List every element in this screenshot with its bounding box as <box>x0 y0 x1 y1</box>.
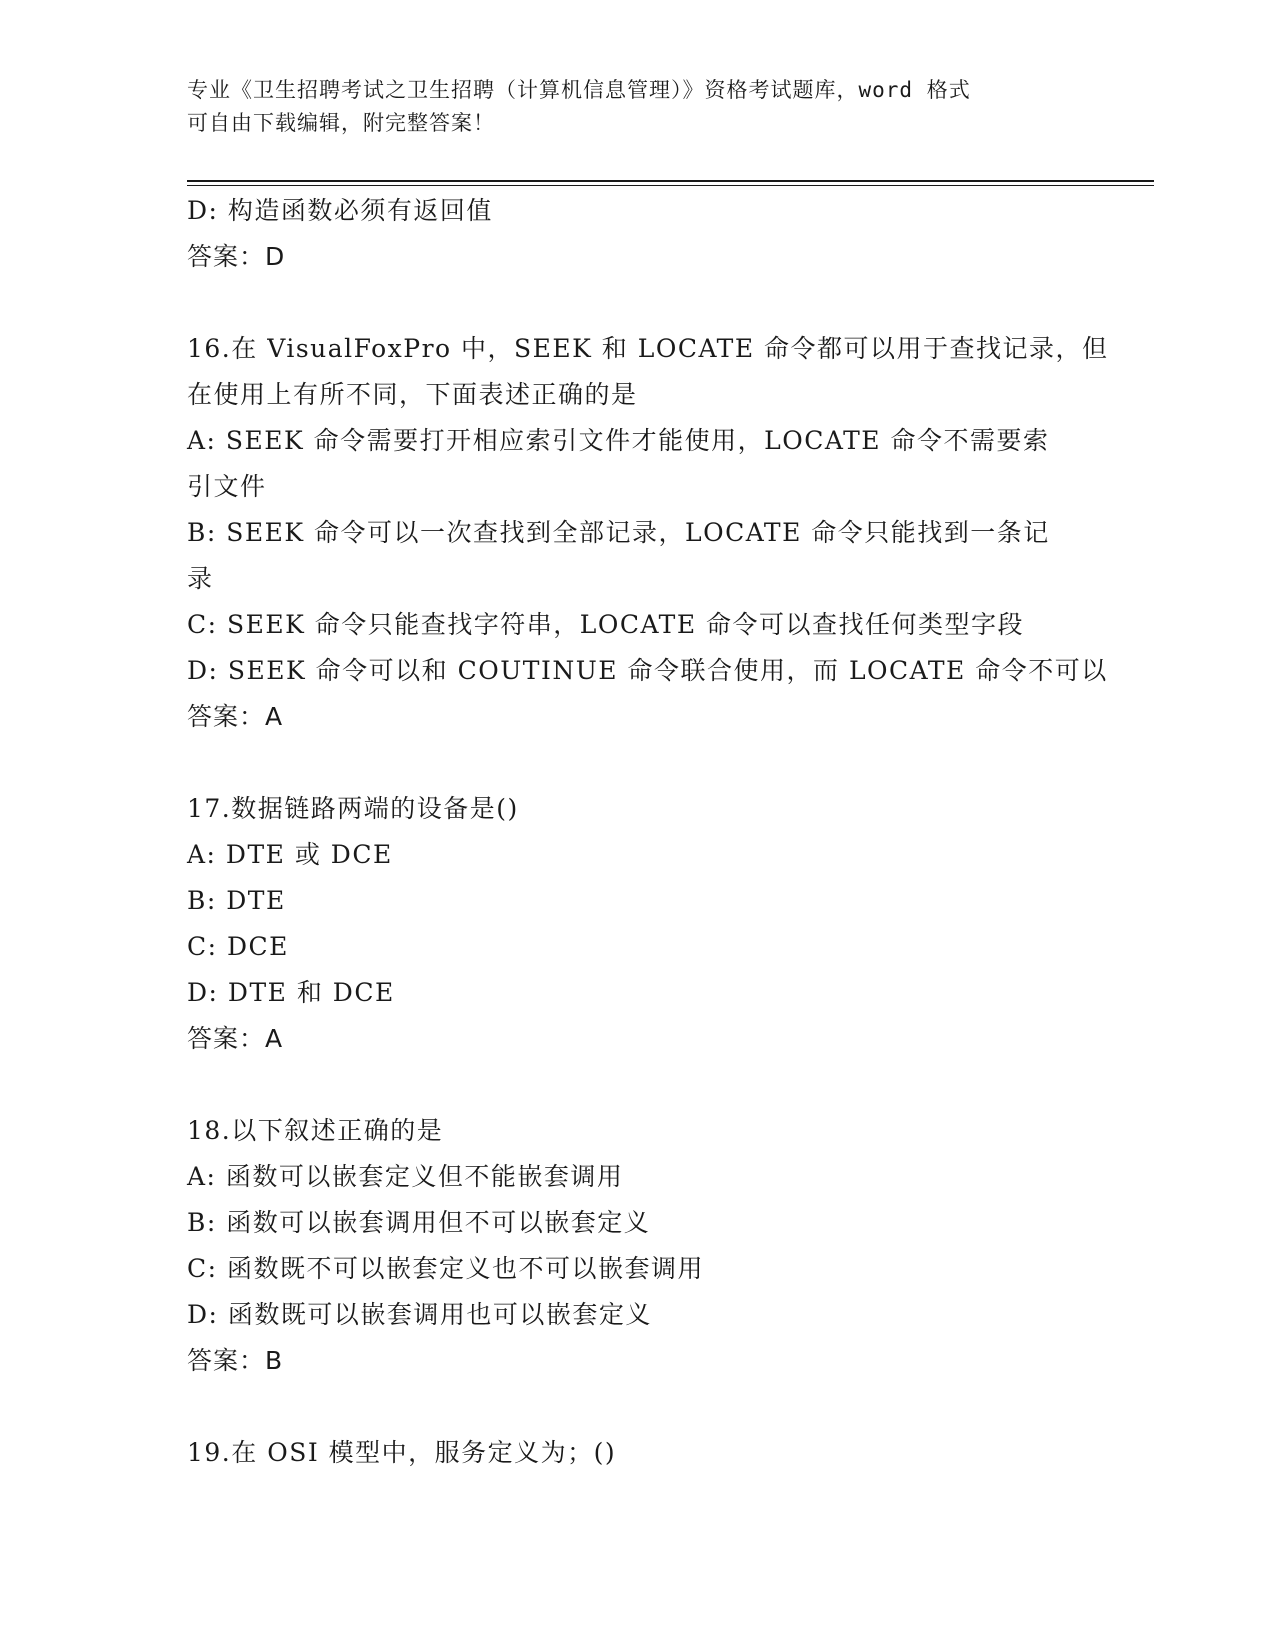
question-line: D: 构造函数必须有返回值 <box>187 196 493 225</box>
question-line: D: DTE 和 DCE <box>187 978 395 1007</box>
question-line: B: 函数可以嵌套调用但不可以嵌套定义 <box>187 1208 651 1237</box>
question-block <box>187 1430 1087 1476</box>
block-spacer <box>187 1062 1087 1108</box>
question-line: 18.以下叙述正确的是 <box>187 1116 444 1145</box>
question-line: A: SEEK 命令需要打开相应索引文件才能使用，LOCATE 命令不需要索 <box>187 426 1050 455</box>
block-spacer <box>187 280 1087 326</box>
answer-line: 答案：B <box>187 1346 284 1375</box>
answer-line: 答案：A <box>187 702 284 731</box>
block-spacer <box>187 740 1087 786</box>
document-header <box>187 74 1087 140</box>
question-line: 17.数据链路两端的设备是() <box>187 794 519 823</box>
question-line: A: DTE 或 DCE <box>187 840 393 869</box>
question-line: C: 函数既不可以嵌套定义也不可以嵌套调用 <box>187 1254 704 1283</box>
question-line: D: SEEK 命令可以和 COUTINUE 命令联合使用，而 LOCATE 命令不可以 <box>187 656 1108 685</box>
question-line: 录 <box>187 564 214 593</box>
header-divider-thin <box>187 185 1154 186</box>
question-block <box>187 786 1087 1062</box>
question-block <box>187 326 1109 740</box>
question-block <box>187 1108 1087 1384</box>
question-line: 19.在 OSI 模型中，服务定义为；() <box>187 1438 617 1467</box>
answer-line: 答案：A <box>187 1024 284 1053</box>
question-line: A: 函数可以嵌套定义但不能嵌套调用 <box>187 1162 624 1191</box>
question-line: C: SEEK 命令只能查找字符串，LOCATE 命令可以查找任何类型字段 <box>187 610 1025 639</box>
header-line-1: 专业《卫生招聘考试之卫生招聘（计算机信息管理）》资格考试题库，word 格式 <box>187 78 971 102</box>
header-divider-thick <box>187 180 1154 182</box>
question-line: C: DCE <box>187 932 289 961</box>
question-line: D: 函数既可以嵌套调用也可以嵌套定义 <box>187 1300 652 1329</box>
answer-line: 答案：D <box>187 242 286 271</box>
question-line: 引文件 <box>187 472 267 501</box>
question-line: 在使用上有所不同，下面表述正确的是 <box>187 380 638 409</box>
question-content <box>187 188 1109 1476</box>
header-line-2: 可自由下载编辑，附完整答案！ <box>187 111 495 135</box>
question-line: B: SEEK 命令可以一次查找到全部记录，LOCATE 命令只能找到一条记 <box>187 518 1050 547</box>
question-line: 16.在 VisualFoxPro 中，SEEK 和 LOCATE 命令都可以用于查找记录，但 <box>187 334 1109 363</box>
question-line: B: DTE <box>187 886 286 915</box>
block-spacer <box>187 1384 1087 1430</box>
question-block <box>187 188 1087 280</box>
